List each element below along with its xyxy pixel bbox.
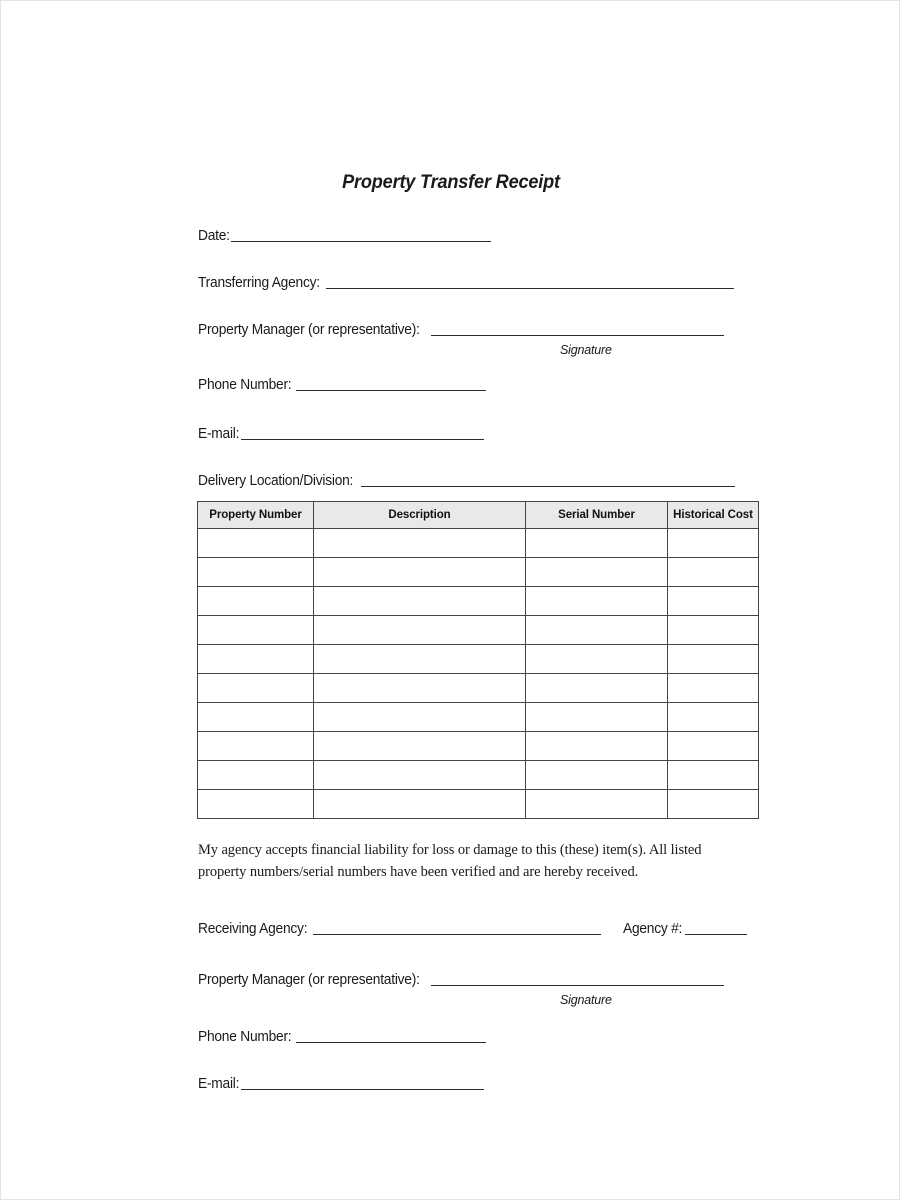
field-email-receiving-label: E-mail: — [198, 1076, 240, 1092]
table-cell-property-number[interactable] — [198, 529, 314, 558]
field-transferring-agency — [198, 276, 734, 291]
field-date-label: Date: — [198, 228, 230, 244]
field-transferring-agency-label: Transferring Agency: — [198, 275, 320, 291]
table-header-row — [198, 502, 759, 529]
signature-caption-receiving: Signature — [560, 993, 612, 1007]
field-email-receiving-rule[interactable] — [241, 1088, 484, 1090]
liability-statement: My agency accepts financial liability for loss or damage to this (these) item(s). All listed property numbers/serial numbers have been verified and are hereby received. — [198, 842, 702, 881]
field-date — [198, 229, 491, 244]
field-phone-receiving-rule[interactable] — [296, 1041, 486, 1043]
table-cell-description[interactable] — [314, 674, 526, 703]
table-cell-property-number[interactable] — [198, 645, 314, 674]
table-cell-property-number[interactable] — [198, 674, 314, 703]
field-transferring-agency-rule[interactable] — [326, 287, 734, 289]
table-cell-property-number[interactable] — [198, 616, 314, 645]
field-property-manager-receiving-rule[interactable] — [431, 984, 724, 986]
table-cell-historical-cost[interactable] — [668, 558, 759, 587]
table-cell-historical-cost[interactable] — [668, 703, 759, 732]
table-row — [198, 616, 759, 645]
table-cell-property-number[interactable] — [198, 790, 314, 819]
field-phone-receiving-label: Phone Number: — [198, 1029, 292, 1045]
field-property-manager-receiving-label: Property Manager (or representative): — [198, 972, 420, 988]
table-cell-historical-cost[interactable] — [668, 616, 759, 645]
table-row — [198, 587, 759, 616]
field-agency-number-rule[interactable] — [685, 933, 747, 935]
field-delivery-location-rule[interactable] — [361, 485, 735, 487]
table-cell-serial-number[interactable] — [526, 616, 668, 645]
field-email-transferring-label: E-mail: — [198, 426, 240, 442]
table-cell-historical-cost[interactable] — [668, 529, 759, 558]
table-cell-description[interactable] — [314, 703, 526, 732]
column-header-historical-cost: Historical Cost — [668, 502, 759, 529]
table-row — [198, 674, 759, 703]
table-row — [198, 790, 759, 819]
field-receiving-agency — [198, 922, 601, 937]
field-property-manager-transferring-label: Property Manager (or representative): — [198, 322, 420, 338]
table-cell-description[interactable] — [314, 587, 526, 616]
table-cell-historical-cost[interactable] — [668, 790, 759, 819]
field-property-manager-transferring-rule[interactable] — [431, 334, 724, 336]
table-cell-historical-cost[interactable] — [668, 587, 759, 616]
table-row — [198, 558, 759, 587]
field-agency-number — [623, 922, 747, 937]
field-agency-number-label: Agency #: — [623, 921, 683, 937]
table-cell-description[interactable] — [314, 645, 526, 674]
table-cell-serial-number[interactable] — [526, 645, 668, 674]
signature-caption-transferring: Signature — [560, 343, 612, 357]
table-cell-description[interactable] — [314, 529, 526, 558]
field-phone-receiving — [198, 1030, 486, 1045]
table-cell-property-number[interactable] — [198, 587, 314, 616]
table-cell-historical-cost[interactable] — [668, 732, 759, 761]
page-title: Property Transfer Receipt — [342, 171, 560, 193]
table-cell-description[interactable] — [314, 790, 526, 819]
field-phone-transferring-label: Phone Number: — [198, 377, 292, 393]
table-cell-serial-number[interactable] — [526, 732, 668, 761]
field-property-manager-transferring — [198, 323, 724, 338]
table-row — [198, 761, 759, 790]
table-cell-description[interactable] — [314, 616, 526, 645]
property-items-table — [197, 501, 759, 819]
field-receiving-agency-label: Receiving Agency: — [198, 921, 308, 937]
table-cell-description[interactable] — [314, 558, 526, 587]
field-date-rule[interactable] — [231, 240, 491, 242]
table-body — [198, 529, 759, 819]
field-phone-transferring — [198, 378, 486, 393]
table-cell-property-number[interactable] — [198, 732, 314, 761]
column-header-serial-number: Serial Number — [526, 502, 668, 529]
table-cell-serial-number[interactable] — [526, 761, 668, 790]
field-phone-transferring-rule[interactable] — [296, 389, 486, 391]
field-receiving-agency-rule[interactable] — [313, 933, 601, 935]
table-cell-serial-number[interactable] — [526, 558, 668, 587]
field-email-transferring — [198, 427, 484, 442]
table-cell-serial-number[interactable] — [526, 674, 668, 703]
table-cell-historical-cost[interactable] — [668, 645, 759, 674]
column-header-property-number: Property Number — [198, 502, 314, 529]
table-cell-description[interactable] — [314, 761, 526, 790]
table-row — [198, 703, 759, 732]
field-delivery-location — [198, 474, 735, 489]
table-cell-property-number[interactable] — [198, 761, 314, 790]
field-email-transferring-rule[interactable] — [241, 438, 484, 440]
table-cell-historical-cost[interactable] — [668, 674, 759, 703]
field-email-receiving — [198, 1077, 484, 1092]
table-cell-historical-cost[interactable] — [668, 761, 759, 790]
table-cell-serial-number[interactable] — [526, 529, 668, 558]
table-cell-serial-number[interactable] — [526, 587, 668, 616]
field-property-manager-receiving — [198, 973, 724, 988]
table-cell-serial-number[interactable] — [526, 790, 668, 819]
table-row — [198, 732, 759, 761]
table-cell-property-number[interactable] — [198, 558, 314, 587]
column-header-description: Description — [314, 502, 526, 529]
table-row — [198, 645, 759, 674]
table-cell-property-number[interactable] — [198, 703, 314, 732]
table-row — [198, 529, 759, 558]
table-cell-description[interactable] — [314, 732, 526, 761]
field-delivery-location-label: Delivery Location/Division: — [198, 473, 354, 489]
table-cell-serial-number[interactable] — [526, 703, 668, 732]
